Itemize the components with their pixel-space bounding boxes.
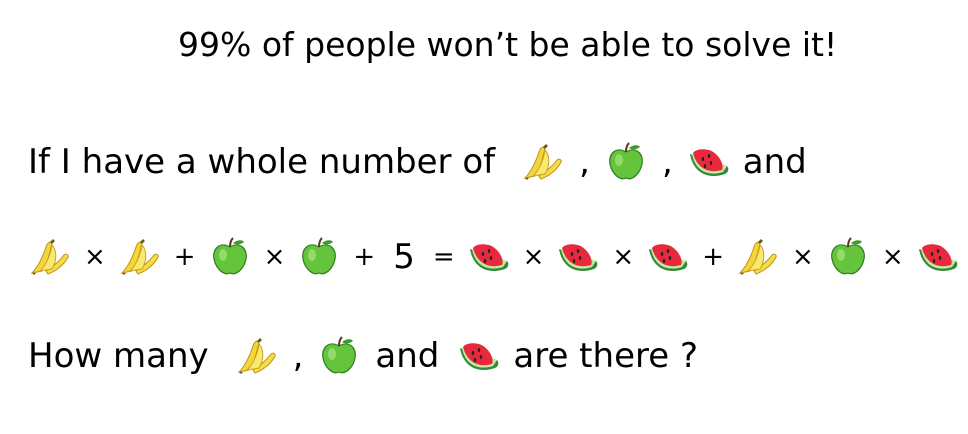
times-sign: × — [881, 242, 904, 272]
banana-icon — [736, 237, 780, 277]
watermelon-icon — [556, 237, 600, 277]
apple-icon — [604, 142, 648, 182]
question — [28, 336, 698, 376]
statement-prefix: If I have a whole number of — [28, 142, 496, 182]
times-sign: × — [612, 242, 635, 272]
comma: , — [579, 142, 590, 182]
given-statement — [28, 142, 807, 182]
watermelon-icon — [646, 237, 690, 277]
plus-sign: + — [353, 242, 376, 272]
apple-icon — [317, 336, 361, 376]
watermelon-icon — [916, 237, 960, 277]
statement-suffix: and — [742, 142, 807, 182]
watermelon-icon — [467, 237, 511, 277]
plus-sign: + — [173, 242, 196, 272]
equals-sign: = — [432, 242, 455, 272]
banana-icon — [118, 237, 162, 277]
times-sign: × — [84, 242, 106, 272]
equation — [28, 237, 960, 277]
question-prefix: How many — [28, 336, 209, 376]
times-sign: × — [522, 242, 545, 272]
comma: , — [292, 336, 304, 376]
times-sign: × — [263, 242, 286, 272]
apple-icon — [208, 237, 252, 277]
times-sign: × — [792, 242, 814, 272]
question-suffix: are there ? — [513, 336, 698, 376]
plus-sign: + — [702, 242, 725, 272]
banana-icon — [28, 237, 72, 277]
watermelon-icon — [457, 336, 501, 376]
apple-icon — [297, 237, 341, 277]
number-five: 5 — [393, 237, 415, 277]
banana-icon — [235, 336, 279, 376]
banana-icon — [521, 142, 565, 182]
puzzle-title: 99% of people won’t be able to solve it! — [178, 25, 838, 64]
comma: , — [661, 142, 673, 182]
apple-icon — [826, 237, 870, 277]
watermelon-icon — [687, 142, 731, 182]
question-and: and — [375, 336, 440, 376]
